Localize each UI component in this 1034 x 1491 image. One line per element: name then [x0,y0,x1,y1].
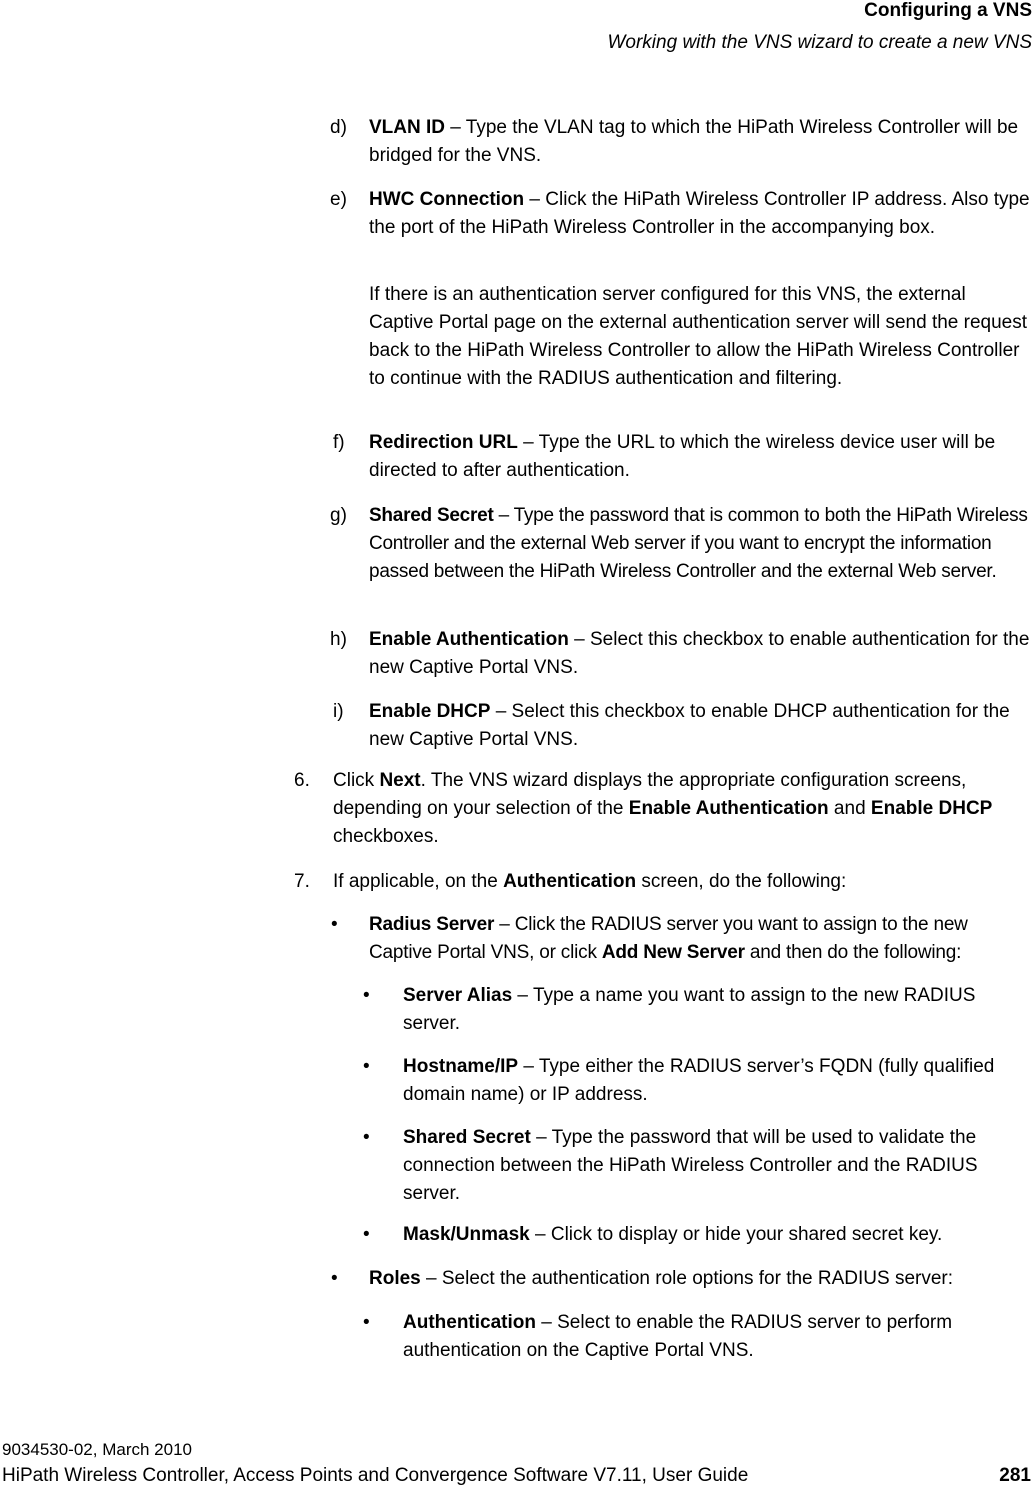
item-description: – Click to display or hide your shared secret key. [529,1224,943,1245]
bullet-hostname-ip [363,1053,1033,1109]
item-label: g) [330,505,347,526]
bullet-authentication-role [363,1309,1033,1365]
bullet-glyph: • [331,914,338,935]
bullet-server-alias [363,982,1033,1038]
item-description: – Type the URL to which the wireless device user will be directed to after authentication. [369,432,996,481]
item-description: – Type the VLAN tag to which the HiPath Wireless Controller will be bridged for the VNS. [369,117,1019,166]
list-item-shared-secret [330,502,1033,586]
item-label: i) [333,701,344,722]
item-label: d) [330,117,347,138]
enable-dhcp-term: Enable DHCP [870,798,993,819]
step-text: . The VNS wizard displays the appropriate configuration screens, depending on your selection of the [333,770,967,819]
item-term: Mask/Unmask [403,1224,530,1245]
list-item-redirection-url [333,429,1031,485]
step-text: screen, do the following: [636,871,847,892]
list-item-vlan-id [330,114,1031,170]
page-number: 281 [999,1465,1031,1486]
footer-guide-title: HiPath Wireless Controller, Access Points and Convergence Software V7.11, User Guide [2,1465,749,1486]
add-new-server-term: Add New Server [601,942,745,963]
item-term: HWC Connection [369,189,525,210]
bullet-glyph: • [363,1312,370,1333]
bullet-radius-server [331,911,1033,967]
list-item-enable-dhcp [333,698,1033,754]
item-term: Radius Server [369,914,495,935]
item-term: Server Alias [403,985,513,1006]
step-number: 6. [294,770,310,791]
item-label: h) [330,629,347,650]
item-description: – Type the password that is common to both the HiPath Wireless Controller and the external Web server if you want to encrypt the information passed between the HiPath Wireless Controller and the external Web server. [369,505,1028,582]
step-text: and [828,798,871,819]
bullet-glyph: • [363,985,370,1006]
next-term: Next [379,770,421,791]
item-description: – Type a name you want to assign to the new RADIUS server. [403,985,976,1034]
bullet-roles [331,1265,1033,1293]
running-header-title: Configuring a VNS [864,0,1032,21]
step-text: checkboxes. [333,826,439,847]
bullet-glyph: • [363,1127,370,1148]
item-term: Shared Secret [369,505,494,526]
step-7 [294,868,1033,896]
list-item-hwc-connection [330,186,1031,242]
item-term: Authentication [403,1312,536,1333]
item-term: Shared Secret [403,1127,531,1148]
bullet-glyph: • [331,1268,338,1289]
item-description: – Click the RADIUS server you want to assign to the new Captive Portal VNS, or click [369,914,968,963]
bullet-glyph: • [363,1056,370,1077]
list-item-enable-authentication [330,626,1033,682]
item-description: – Select the authentication role options for the RADIUS server: [420,1268,954,1289]
item-description: – Select this checkbox to enable DHCP authentication for the new Captive Portal VNS. [369,701,1010,750]
item-label: e) [330,189,347,210]
item-term: Redirection URL [369,432,518,453]
item-description: – Click the HiPath Wireless Controller IP address. Also type the port of the HiPath Wireless Controller in the accompanying box. [369,189,1030,238]
bullet-glyph: • [363,1224,370,1245]
item-term: VLAN ID [369,117,445,138]
item-label: f) [333,432,345,453]
item-term: Hostname/IP [403,1056,519,1077]
running-header-subtitle: Working with the VNS wizard to create a new VNS [607,32,1032,53]
item-description: – Type either the RADIUS server’s FQDN (fully qualified domain name) or IP address. [403,1056,995,1105]
item-description: – Select to enable the RADIUS server to perform authentication on the Captive Portal VNS. [403,1312,953,1361]
item-description: – Select this checkbox to enable authentication for the new Captive Portal VNS. [369,629,1030,678]
item-term: Roles [369,1268,421,1289]
item-description: – Type the password that will be used to validate the connection between the HiPath Wireless Controller and the RADIUS server. [403,1127,978,1204]
bullet-mask-unmask [363,1221,1033,1249]
item-term: Enable DHCP [369,701,491,722]
authentication-term: Authentication [503,871,637,892]
item-description: and then do the following: [744,942,962,963]
bullet-shared-secret [363,1124,1033,1208]
step-number: 7. [294,871,310,892]
step-6 [294,767,1033,851]
item-term: Enable Authentication [369,629,569,650]
note-paragraph: If there is an authentication server configured for this VNS, the external Captive Portal page on the external authentication server will send the request back to the HiPath Wireless Controller to allow the HiPath Wireless Controller to continue with the RADIUS authentication and filtering. [369,284,1028,389]
footer-doc-id: 9034530-02, March 2010 [2,1440,192,1459]
enable-authentication-term: Enable Authentication [628,798,829,819]
step-text: If applicable, on the [333,871,504,892]
step-text: Click [333,770,380,791]
